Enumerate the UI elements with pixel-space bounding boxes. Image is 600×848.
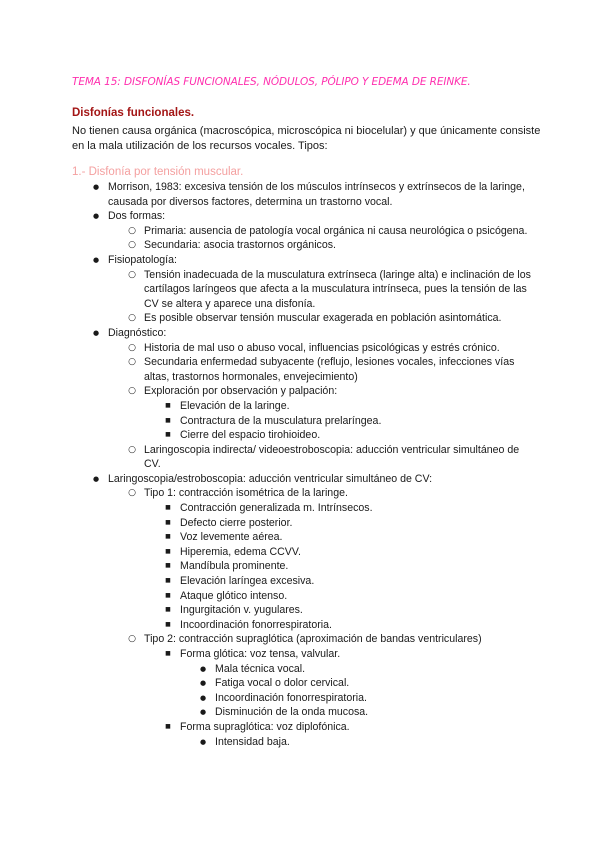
list-item-level-4 — [72, 676, 532, 691]
list-item-level-2 — [72, 384, 532, 399]
list-item-text: Laringoscopia/estroboscopia: aducción ventricular simultáneo de CV: — [108, 472, 433, 485]
list-item-level-3 — [72, 399, 532, 414]
list-item-text: Historia de mal uso o abuso vocal, influencias psicológicas y estrés crónico. — [144, 341, 500, 354]
list-item-text: Laringoscopia indirecta/ videoestroboscopia: aducción ventricular simultáneo de CV. — [144, 443, 520, 471]
square-bullet-icon: ■ — [165, 562, 171, 570]
list-item-text: Incoordinación fonorrespiratoria. — [180, 618, 332, 631]
list-item-level-3 — [72, 603, 532, 618]
list-item-level-1 — [72, 253, 532, 268]
list-item-text: Secundaria enfermedad subyacente (reflujo, lesiones vocales, infecciones vías altas, trastornos hormonales, envejecimiento) — [144, 356, 515, 383]
list-item-text: Voz levemente aérea. — [180, 531, 283, 544]
square-bullet-icon: ■ — [165, 650, 171, 657]
hollow-circle-bullet-icon: ○ — [128, 386, 136, 397]
list-item-level-3 — [72, 647, 532, 662]
list-item-level-3 — [72, 559, 532, 574]
filled-circle-bullet-icon: ● — [199, 708, 207, 717]
list-item-level-2 — [72, 632, 532, 647]
hollow-circle-bullet-icon: ○ — [128, 357, 136, 368]
list-item-level-3 — [72, 618, 532, 633]
list-item-text: Intensidad baja. — [215, 735, 290, 748]
square-bullet-icon: ■ — [165, 401, 171, 409]
intro-paragraph: No tienen causa orgánica (macroscópica, microscópica ni biocelular) y que únicamente consiste en la mala utilización de los recursos vocales. Tipos: — [72, 125, 541, 152]
hollow-circle-bullet-icon: ○ — [128, 240, 136, 251]
list-item-level-3 — [72, 574, 532, 589]
list-item-level-3 — [72, 414, 532, 429]
square-bullet-icon: ■ — [165, 606, 171, 614]
list-item-level-2 — [72, 238, 532, 253]
subsection-title: 1.- Disfonía por tensión muscular. — [72, 166, 244, 178]
filled-circle-bullet-icon: ● — [92, 183, 100, 191]
list-item-text: Primaria: ausencia de patología vocal orgánica ni causa neurológica o psicógena. — [144, 224, 528, 237]
list-item-text: Ingurgitación v. yugulares. — [180, 604, 303, 617]
square-bullet-icon: ■ — [165, 416, 171, 424]
outline-list — [72, 180, 532, 749]
list-item-text: Ataque glótico intenso. — [180, 589, 288, 602]
list-item-text: Cierre del espacio tirohioideo. — [180, 429, 321, 442]
list-item-level-3 — [72, 545, 532, 560]
hollow-circle-bullet-icon: ○ — [128, 444, 136, 455]
hollow-circle-bullet-icon: ○ — [128, 488, 136, 499]
list-item-text: Elevación laríngea excesiva. — [180, 575, 315, 588]
list-item-text: Disminución de la onda mucosa. — [215, 706, 369, 719]
filled-circle-bullet-icon: ● — [199, 679, 207, 688]
list-item-level-2 — [72, 341, 532, 356]
square-bullet-icon: ■ — [165, 533, 171, 541]
list-item-level-1 — [72, 326, 532, 341]
list-item-level-2 — [72, 355, 532, 384]
list-item-text: Fatiga vocal o dolor cervical. — [215, 677, 350, 690]
list-item-level-2 — [72, 224, 532, 239]
list-item-text: Tensión inadecuada de la musculatura extrínseca (laringe alta) e inclinación de los cartílagos laríngeos que afecta a la musculatura intrínseca, pues la tensión de las CV se altera y aparece una disfonía. — [144, 268, 531, 310]
filled-circle-bullet-icon: ● — [199, 664, 207, 673]
square-bullet-icon: ■ — [165, 504, 171, 512]
list-item-text: Elevación de la laringe. — [180, 399, 290, 412]
square-bullet-icon: ■ — [165, 591, 171, 599]
list-item-text: Fisiopatología: — [108, 253, 177, 266]
list-item-text: Secundaria: asocia trastornos orgánicos. — [144, 239, 336, 252]
list-item-text: Es posible observar tensión muscular exagerada en población asintomática. — [144, 312, 502, 325]
list-item-text: Contracción generalizada m. Intrínsecos. — [180, 502, 373, 515]
filled-circle-bullet-icon: ● — [92, 212, 100, 221]
hollow-circle-bullet-icon: ○ — [128, 269, 136, 280]
square-bullet-icon: ■ — [165, 722, 171, 730]
list-item-text: Forma supraglótica: voz diplofónica. — [180, 720, 350, 733]
list-item-text: Exploración por observación y palpación: — [144, 385, 338, 398]
list-item-text: Diagnóstico: — [108, 326, 167, 339]
list-item-level-2 — [72, 443, 532, 472]
square-bullet-icon: ■ — [165, 431, 171, 439]
square-bullet-icon: ■ — [165, 620, 171, 628]
list-item-level-3 — [72, 516, 532, 531]
list-item-text: Dos formas: — [108, 210, 166, 223]
list-item-level-1 — [72, 472, 532, 487]
list-item-level-4 — [72, 735, 532, 750]
list-item-level-3 — [72, 501, 532, 516]
section-title: Disfonías funcionales. — [72, 107, 195, 119]
list-item-text: Tipo 2: contracción supraglótica (aproximación de bandas ventriculares) — [144, 633, 482, 646]
list-item-level-4 — [72, 705, 532, 720]
list-item-text: Morrison, 1983: excesiva tensión de los músculos intrínsecos y extrínsecos de la laringe, causada por diversos factores, determina un trastorno vocal. — [108, 181, 525, 208]
list-item-level-2 — [72, 486, 532, 501]
list-item-level-3 — [72, 720, 532, 735]
filled-circle-bullet-icon: ● — [92, 328, 100, 337]
list-item-text: Mala técnica vocal. — [215, 662, 306, 675]
square-bullet-icon: ■ — [165, 518, 171, 526]
list-item-level-3 — [72, 530, 532, 545]
list-item-text: Defecto cierre posterior. — [180, 516, 293, 529]
list-item-text: Mandíbula prominente. — [180, 560, 289, 573]
hollow-circle-bullet-icon: ○ — [128, 225, 136, 236]
hollow-circle-bullet-icon: ○ — [128, 342, 136, 353]
list-item-level-3 — [72, 428, 532, 443]
list-item-text: Forma glótica: voz tensa, valvular. — [180, 648, 341, 660]
document-title: TEMA 15: DISFONÍAS FUNCIONALES, NÓDULOS, PÓLIPO Y EDEMA DE REINKE. — [72, 76, 471, 88]
list-item-level-1 — [72, 209, 532, 224]
list-item-text: Hiperemia, edema CCVV. — [180, 545, 301, 558]
square-bullet-icon: ■ — [165, 577, 171, 585]
list-item-level-3 — [72, 589, 532, 604]
filled-circle-bullet-icon: ● — [92, 474, 100, 483]
filled-circle-bullet-icon: ● — [92, 255, 100, 264]
hollow-circle-bullet-icon: ○ — [128, 313, 136, 324]
filled-circle-bullet-icon: ● — [199, 693, 207, 702]
filled-circle-bullet-icon: ● — [199, 737, 207, 746]
list-item-level-2 — [72, 268, 532, 312]
list-item-level-1 — [72, 180, 532, 209]
list-item-text: Contractura de la musculatura prelaríngea. — [180, 414, 382, 427]
square-bullet-icon: ■ — [165, 547, 171, 555]
list-item-level-2 — [72, 311, 532, 326]
hollow-circle-bullet-icon: ○ — [128, 634, 136, 645]
list-item-text: Tipo 1: contracción isométrica de la laringe. — [144, 487, 348, 500]
list-item-level-4 — [72, 691, 532, 706]
list-item-level-4 — [72, 662, 532, 677]
list-item-text: Incoordinación fonorrespiratoria. — [215, 691, 367, 704]
